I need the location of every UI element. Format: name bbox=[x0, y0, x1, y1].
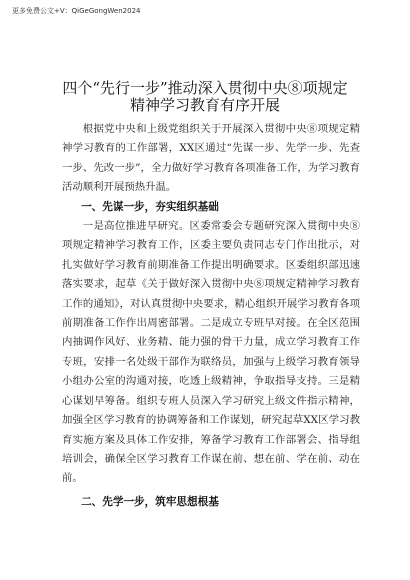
section1-heading: 一、先谋一步，夯实组织基础 bbox=[81, 200, 219, 213]
section1-paragraph: 一是高位推进早研究。区委常委会专题研究深入贯彻中央⑧项规定精神学习教育工作，区委主要负责同志专门作出批示，对扎实做好学习教育前期准备工作提出明确要求。区委组织部迅速落实要求，起草《关于做好深入贯彻中央⑧项规定精神学习教育工作的通知》，对认真贯彻中央要求，精心组织开展学习教育各项前期准备工作作出周密部署。二是成立专班早对接。在全区范围内抽调作风好、业务精、能力强的骨干力量，成立学习教育工作专班，安排一名处级干部作为联络员，加强与上级学习教育领导小组办公室的沟通对接，吃透上级精神，争取指导支持。三是精心谋划早筹备。组织专班人员深入学习研究上级文件指示精神，加强全区学习教育的协调筹备和工作谋划，研究起草XX区学习教育实施方案及具体工作安排，筹备学习教育工作部署会、指导组培训会，确保全区学习教育工作谋在前、想在前、学在前、动在前。 bbox=[62, 220, 360, 485]
document-title-line1: 四个“先行一步”推动深入贯彻中央⑧项规定 bbox=[62, 79, 348, 97]
section2-heading: 二、先学一步，筑牢思想根基 bbox=[81, 495, 219, 508]
document-body bbox=[62, 120, 360, 512]
document-title-line2: 精神学习教育有序开展 bbox=[129, 96, 280, 114]
intro-paragraph: 根据党中央和上级党组织关于开展深入贯彻中央⑧项规定精神学习教育的工作部署，XX区通过“先谋一步、先学一步、先查一步、先改一步”，全力做好学习教育各项准备工作，为学习教育活动顺利开展预热升温。 bbox=[62, 123, 360, 194]
header-note: 更多免费公文+V：QiGeGongWen2024 bbox=[12, 7, 141, 15]
